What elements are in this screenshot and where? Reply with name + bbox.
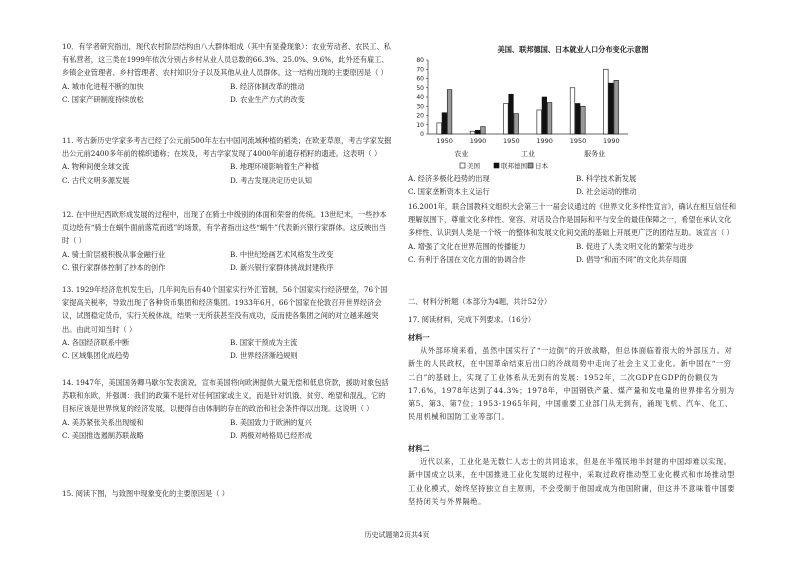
question-15 <box>62 487 392 500</box>
option-c[interactable]: C. 区域集团化成趋势 <box>62 351 130 361</box>
option-a[interactable]: A. 经济多极化趋势的出现 <box>408 174 490 183</box>
y-tick-label: 70 <box>416 66 424 74</box>
option-d[interactable]: D. 新兴银行家群体挑战封建秩序 <box>230 262 334 272</box>
question-stem: 13. 1929年经济危机发生后，几年间先后有40个国家实行外汇管制，56个国家实行经济壁垒，76个国家提高关税率，导致出现了各种货币集团和经济集团。1933年6月，66个国家在伦敦召开世界经济会议，试图稳定货币，实行关税休战，结果一无所获甚至没有成功，反而使各集团之间的对立越来越突出。由此可知当时（ ） <box>62 285 388 334</box>
option-c[interactable]: C. 银行家群体控制了抄本的创作 <box>62 262 166 272</box>
question-stem: 12. 在中世纪西欧形成发展的过程中，出现了在骑士中级别的体面和荣誉的传统。13世纪末，一些抄本页边绘有“骑士在蜗牛面前落荒而逃”的场景，有学者指出这些“蜗牛”代表新兴银行家群体。这反映出当时（ ） <box>62 210 387 246</box>
question-stem: 10．有学者研究指出，现代农村阶层结构由八大群体组成（其中有显叠现象）：农业劳动者、农民工、私有私营者，这三类在1999年依次分别占乡村从业人员总数的66.3%、25.0%、9.6%，此外还有雇工、乡镇企业管理者、乡村管理者、农村知识分子以及其他从业人员群体。这一结构出现的主要原因是（ ） <box>62 42 391 78</box>
option-a[interactable]: A. 骑士阶层被积极从事金融行业 <box>62 249 166 259</box>
option-a[interactable]: A. 城市化进程不断的加快 <box>62 81 144 91</box>
bar-日本 <box>614 80 619 134</box>
question-16 <box>408 200 738 266</box>
bar-联邦德国 <box>475 130 480 134</box>
y-tick-label: 80 <box>416 57 424 64</box>
options-grid <box>62 416 392 442</box>
legend-label: 联邦德国 <box>501 162 527 170</box>
option-b[interactable]: B. 中世纪绘画艺术风格发生改变 <box>230 249 334 259</box>
option-c[interactable]: C. 美国推选遏制苏联战略 <box>62 430 144 440</box>
group-label: 服务业 <box>584 150 606 158</box>
options-grid <box>408 172 738 198</box>
x-tick-label: 1950 <box>569 137 587 145</box>
bar-联邦德国 <box>509 94 514 134</box>
option-b[interactable]: B. 地理环境影响着生产种植 <box>230 162 319 172</box>
bar-美国 <box>604 69 609 134</box>
bar-日本 <box>581 106 586 134</box>
option-d[interactable]: D. 考古发现决定历史认知 <box>230 175 312 185</box>
option-a[interactable]: A. 美苏紧张关系出现缓和 <box>62 417 144 427</box>
y-tick-label: 10 <box>416 121 424 129</box>
question-10 <box>62 40 392 106</box>
bar-美国 <box>504 103 509 134</box>
question-stem: 16.2001年，联合国教科文组织大会第三十一届会议通过的《世界文化多样性宣言》，确认在相互信任和理解氛围下，尊重文化多样性、宽容、对话及合作是国际和平与安全的最佳保障之一，希望在承认文化多样性、认识到人类是一个统一的整体和发展文化间交流的基础上开展更广泛的团结互助。该宣言（ ） <box>408 202 737 238</box>
section-2-title: 二、材料分析题（本部分为4题，共计52分） <box>408 297 552 306</box>
x-tick-label: 1990 <box>536 137 553 145</box>
section-heading <box>408 295 738 308</box>
option-b[interactable]: B. 科学技术新发展 <box>576 174 637 183</box>
option-b[interactable]: B. 促进了人类文明文化的繁荣与进步 <box>576 241 694 251</box>
material-1-title: 材料一 <box>408 333 430 342</box>
option-d[interactable]: D. 两极对峙格局已经形成 <box>230 430 312 440</box>
question-15-options <box>408 172 738 198</box>
bar-美国 <box>470 131 475 134</box>
question-14 <box>62 376 392 442</box>
question-stem: 14. 1947年，美国国务卿马歇尔发表演说，宣布美国将向欧洲提供大量无偿和低息贷款，援助对象包括苏联和东欧，并强调：我们的政策不是针对任何国家或主义，而是针对饥饿、贫穷、绝望和混乱，它的目标应该是世界恢复的经济发展，以便得自由体制的存在的政治和社会条件得以出现。这说明（ ） <box>62 378 389 414</box>
legend-label: 美国 <box>467 162 480 170</box>
option-b[interactable]: B. 美国致力于欧洲的复兴 <box>230 417 312 427</box>
y-tick-label: 40 <box>416 94 424 101</box>
legend-swatch <box>494 163 499 168</box>
bar-日本 <box>447 90 452 134</box>
x-tick-label: 1950 <box>503 137 520 145</box>
y-tick-label: 30 <box>416 103 424 111</box>
group-label: 农业 <box>454 150 469 158</box>
option-a[interactable]: A. 物种间便全球交流 <box>62 162 130 172</box>
option-c[interactable]: C. 国家垄断资本主义运行 <box>408 187 490 197</box>
options-grid <box>62 160 392 186</box>
bar-美国 <box>537 110 542 134</box>
question-13 <box>62 283 392 362</box>
bar-美国 <box>570 88 575 134</box>
page-footer: 历史试题第2页共4页 <box>364 531 430 539</box>
options-grid <box>408 240 738 266</box>
option-b[interactable]: B. 经济体制改革的推动 <box>230 81 305 91</box>
material-2-title: 材料二 <box>408 444 430 453</box>
legend-swatch <box>460 163 465 168</box>
option-d[interactable]: D. 社会运动的推动 <box>576 187 637 197</box>
option-d[interactable]: D. 农业生产方式的改变 <box>230 94 305 104</box>
y-tick-label: 20 <box>416 112 424 120</box>
bar-日本 <box>481 127 486 134</box>
material-2 <box>408 442 738 508</box>
bar-联邦德国 <box>442 113 447 134</box>
option-a[interactable]: A. 各国经济联系中断 <box>62 337 130 347</box>
bar-联邦德国 <box>609 83 614 134</box>
option-d[interactable]: D. 世界经济渐趋规则 <box>230 351 298 361</box>
options-grid <box>62 336 392 362</box>
question-12 <box>62 208 392 274</box>
question-11 <box>62 134 392 187</box>
options-grid <box>62 248 392 274</box>
y-tick-label: 0 <box>420 131 424 138</box>
option-a[interactable]: A. 增强了文化在世界范围的传播能力 <box>408 241 526 251</box>
x-tick-label: 1990 <box>603 137 620 145</box>
chart-title: 美国、联邦德国、日本就业人口分布变化示意图 <box>497 45 649 54</box>
bar-美国 <box>437 123 442 134</box>
option-c[interactable]: C. 有利于各国在文化方面的协调合作 <box>408 254 526 264</box>
option-d[interactable]: D. 倡导“和而不同”的文化共存局面 <box>576 254 687 264</box>
question-stem: 15. 阅读下图，与致图中现象变化的主要原因是（ ） <box>62 489 229 498</box>
bar-联邦德国 <box>575 103 580 134</box>
group-label: 工业 <box>521 150 535 158</box>
bar-联邦德国 <box>542 97 547 134</box>
option-b[interactable]: B. 国家干预成为主流 <box>230 337 298 347</box>
material-1-text: 从外部环境来看，虽然中国实行了“一边倒”的开放战略，但总体面临着很大的外部压力。对新生的人民政权，在中国革命结束后出口的冷战局势中走向了社会主义工业化。新中国在“一穷二白”的基础上，实现了工业体系从无到有的发展：1952年，二次GDP在GDP的份额仅为17.6%，1978年达到了44.3%；1978年，中国钢铁产量、煤产量和发电量的世界排名分别为第5、第3、第7位；1953-1965年间，中国重要工业部门从无到有，涌现飞机、汽车、化工、民用机械和国防工业等部门。 <box>408 346 735 422</box>
y-tick-label: 60 <box>416 75 424 83</box>
bar-日本 <box>514 114 519 134</box>
legend-label: 日本 <box>535 162 548 170</box>
question-17-stem: 17. 阅读材料，完成下列要求。（16分） <box>408 315 536 324</box>
question-stem: 11. 考古新历史学家多考古已经了公元前500年左右中国河流域种植的稻类；在欧亚草原，考古学家发掘出公元前2400多年前的棉织通称；在埃及，考古学家发现了4000年前遗存稻籽的遗迹。这表明（ ） <box>62 136 392 159</box>
legend-swatch <box>528 163 533 168</box>
option-c[interactable]: C. 古代文明多源发展 <box>62 175 130 185</box>
x-tick-label: 1950 <box>436 137 453 145</box>
material-1 <box>408 331 738 423</box>
employment-bar-chart <box>408 56 738 176</box>
x-tick-label: 1990 <box>469 137 487 145</box>
bar-日本 <box>547 103 552 134</box>
option-c[interactable]: C. 国家产研制度持续放松 <box>62 94 144 104</box>
options-grid <box>62 80 392 106</box>
question-17 <box>408 313 738 326</box>
y-tick-label: 50 <box>416 84 424 92</box>
material-2-text: 近代以来，工业化是无数仁人志士的共同追求，但是在半殖民地半封建的中国却难以实现。新中国成立以来，在中国推进工业化发展的过程中，采取过政府推动型工业化模式和市场推动型工业化模式，始终坚持独立自主原则，不会受制于他国或成为他国附庸，但这并不意味着中国要坚持闭关与外界隔绝。 <box>408 457 736 506</box>
